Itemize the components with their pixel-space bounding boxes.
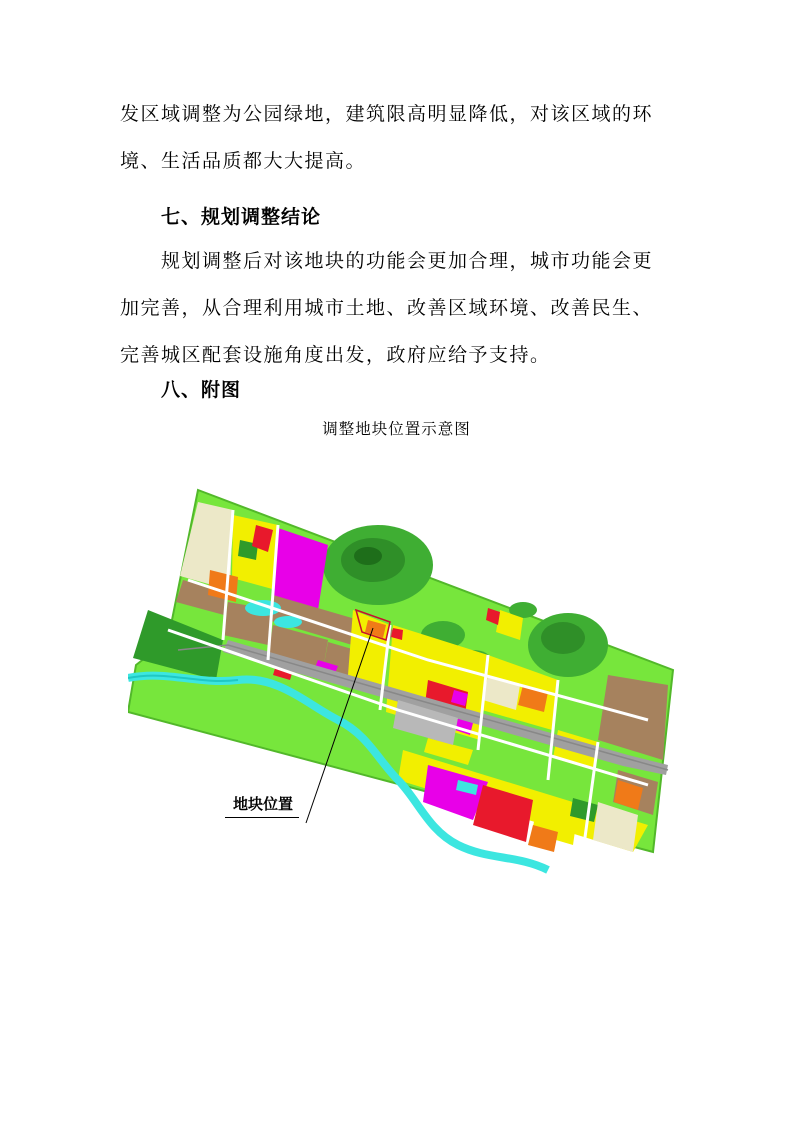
land-use-map: [128, 480, 688, 900]
figure-caption: 调整地块位置示意图: [322, 420, 471, 438]
paragraph-line: 发区域调整为公园绿地，建筑限高明显降低，对该区域的环: [120, 103, 654, 125]
section-heading-conclusion: 七、规划调整结论: [161, 206, 322, 228]
paragraph-line: 境、生活品质都大大提高。: [120, 150, 367, 172]
paragraph-line: 完善城区配套设施角度出发，政府应给予支持。: [120, 344, 551, 366]
paragraph-park-adjustment: [120, 91, 680, 185]
paragraph-conclusion: [120, 238, 680, 379]
paragraph-line: 加完善，从合理利用城市土地、改善区域环境、改善民生、: [120, 297, 654, 319]
section-heading-appendix: 八、附图: [161, 379, 242, 401]
callout-label-plot-location: 地块位置: [225, 793, 299, 818]
paragraph-line: 规划调整后对该地块的功能会更加合理，城市功能会更: [161, 250, 654, 272]
